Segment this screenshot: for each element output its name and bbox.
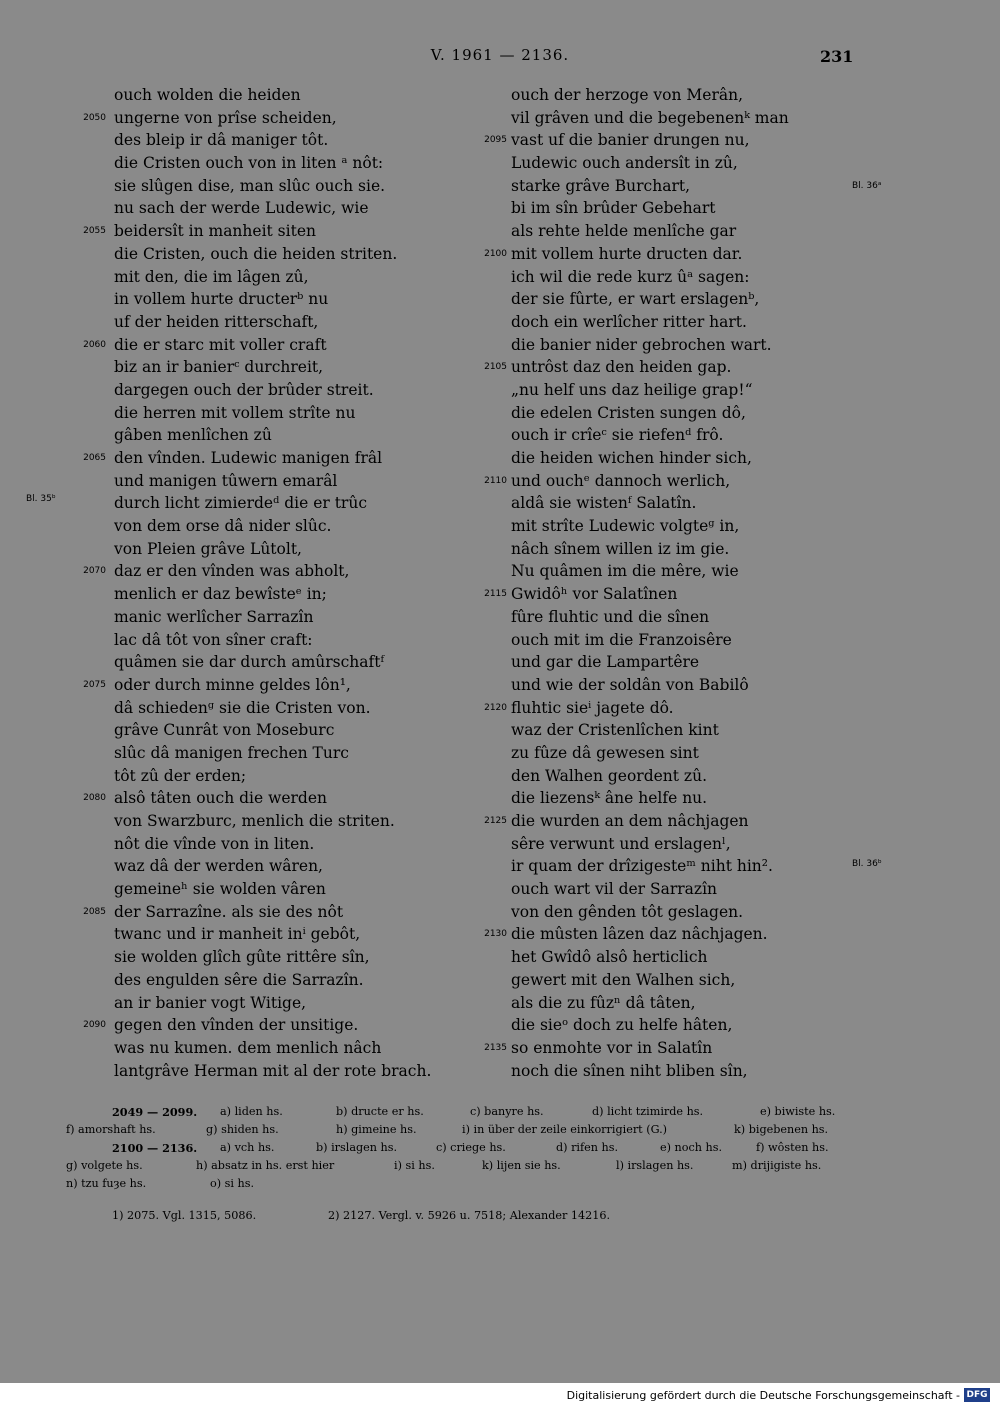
line-number: 2105 <box>484 362 507 373</box>
verse-text: ouch wart vil der Sarrazîn <box>511 880 718 899</box>
verse-text: fûre fluhtic und die sînen <box>511 607 710 626</box>
verse-line <box>475 356 895 379</box>
verse-line <box>475 334 895 357</box>
verse-text: ouch ir crîeᶜ sie riefenᵈ frô. <box>511 426 724 445</box>
verse-line <box>60 107 460 130</box>
verse-line <box>475 220 895 243</box>
verse-line <box>60 538 460 561</box>
verse-line <box>60 311 460 334</box>
verse-line <box>60 992 460 1015</box>
verse-line <box>475 470 895 493</box>
verse-line <box>60 220 460 243</box>
verse-text: gewert mit den Walhen sich, <box>511 970 736 989</box>
verse-line <box>60 470 460 493</box>
verse-line <box>475 583 895 606</box>
verse-line <box>60 560 460 583</box>
verse-line <box>475 878 895 901</box>
verse-line <box>475 402 895 425</box>
funding-notice: Digitalisierung gefördert durch die Deutsche Forschungsgemeinschaft - <box>566 1389 960 1402</box>
verse-text: aldâ sie wistenᶠ Salatîn. <box>511 494 697 513</box>
verse-line <box>475 152 895 175</box>
verse-line <box>475 855 895 878</box>
verse-line <box>60 606 460 629</box>
folio-note-right-2: Bl. 36ᵇ <box>852 859 882 869</box>
line-number: 2120 <box>484 702 507 713</box>
verse-text: uf der heiden ritterschaft, <box>114 312 319 331</box>
verse-line <box>475 560 895 583</box>
verse-text: tôt zû der erden; <box>114 766 247 785</box>
verse-text: gemeineʰ sie wolden vâren <box>114 880 326 899</box>
verse-line <box>60 84 460 107</box>
verse-text: an ir banier vogt Witige, <box>114 993 307 1012</box>
verse-text: von Swarzburc, menlich die striten. <box>114 812 395 830</box>
verse-line <box>60 424 460 447</box>
verse-line <box>60 288 460 311</box>
verse-text: alsô tâten ouch die werden <box>114 789 328 808</box>
verse-text: von dem orse dâ nider slûc. <box>114 517 332 536</box>
verse-line <box>60 356 460 379</box>
verse-text: die sieᵒ doch zu helfe hâten, <box>511 1016 733 1035</box>
verse-text: so enmohte vor in Salatîn <box>511 1038 713 1057</box>
verse-line <box>60 583 460 606</box>
verse-line <box>475 992 895 1015</box>
verse-text: gâben menlîchen zû <box>114 426 272 445</box>
verse-text: waz dâ der werden wâren, <box>114 857 323 876</box>
line-number: 2135 <box>484 1042 507 1053</box>
verse-text: zu fûze dâ gewesen sint <box>511 743 699 762</box>
apparatus-row: 2100 — 2136. a) vch hs. b) irslagen hs. c) criege hs. d) rifen hs. e) noch hs. f) wôsten hs. <box>112 1141 829 1155</box>
line-number: 2055 <box>83 226 106 237</box>
line-number: 2125 <box>484 816 507 826</box>
verse-line <box>60 175 460 198</box>
verse-text: lantgrâve Herman mit al der rote brach. <box>114 1061 432 1080</box>
verse-text: der sie fûrte, er wart erslagenᵇ, <box>511 290 760 309</box>
apparatus-row: g) volgete hs. h) absatz in hs. erst hier i) si hs. k) lijen sie hs. l) irslagen hs. m) drijigiste hs. <box>66 1159 822 1172</box>
verse-line <box>60 855 460 878</box>
verse-line <box>60 492 460 515</box>
verse-text: slûc dâ manigen frechen Turc <box>114 743 349 762</box>
verse-text: daz er den vînden was abholt, <box>114 562 350 581</box>
verse-text: sêre verwunt und erslagenˡ, <box>511 834 731 853</box>
verse-text: und wie der soldân von Babilô <box>511 675 749 694</box>
verse-text: vast uf die banier drungen nu, <box>511 131 750 150</box>
verse-text: ungerne von prîse scheiden, <box>114 108 337 127</box>
verse-line <box>475 243 895 266</box>
dfg-logo-icon: DFG <box>964 1388 990 1402</box>
line-number: 2090 <box>83 1020 106 1031</box>
verse-line <box>60 651 460 674</box>
verse-line <box>60 833 460 856</box>
line-number: 2085 <box>83 906 106 917</box>
apparatus-range: 2049 — 2099. <box>112 1105 198 1119</box>
verse-line <box>475 901 895 924</box>
footnote-2: 2) 2127. Vergl. v. 5926 u. 7518; Alexander 14216. <box>328 1209 611 1222</box>
verse-text: als rehte helde menlîche gar <box>511 222 737 241</box>
apparatus-row: n) tzu fuȝe hs. o) si hs. <box>66 1177 255 1190</box>
verse-line <box>475 629 895 652</box>
verse-line <box>60 878 460 901</box>
verse-line <box>475 810 895 833</box>
verse-text: Gwidôʰ vor Salatînen <box>511 585 678 604</box>
verse-line <box>475 107 895 130</box>
verse-text: die Cristen, ouch die heiden striten. <box>114 244 398 263</box>
verse-text: noch die sînen niht bliben sîn, <box>511 1061 748 1080</box>
verse-text: menlich er daz bewîsteᵉ in; <box>114 585 327 604</box>
verse-line <box>475 674 895 697</box>
verse-text: waz der Cristenlîchen kint <box>511 721 719 740</box>
line-number: 2070 <box>83 566 106 577</box>
verse-text: die mûsten lâzen daz nâchjagen. <box>511 925 768 944</box>
verse-line <box>475 719 895 742</box>
verse-text: dargegen ouch der brûder streit. <box>114 380 374 399</box>
folio-note-right-1: Bl. 36ᵃ <box>852 181 882 191</box>
verse-line <box>60 243 460 266</box>
verse-text: und manigen tûwern emarâl <box>114 471 338 490</box>
verse-text: als die zu fûzⁿ dâ tâten, <box>511 993 696 1012</box>
verse-line <box>60 787 460 810</box>
verse-line <box>60 402 460 425</box>
verse-line <box>60 674 460 697</box>
verse-line <box>60 810 460 833</box>
verse-text: ouch wolden die heiden <box>114 86 301 104</box>
verse-line <box>475 787 895 810</box>
verse-text: ich wil die rede kurz ûᵃ sagen: <box>511 267 750 286</box>
verse-text: den vînden. Ludewic manigen frâl <box>114 449 383 467</box>
verse-text: oder durch minne geldes lôn¹, <box>114 675 351 694</box>
verse-line <box>60 629 460 652</box>
verse-text: grâve Cunrât von Moseburc <box>114 721 335 740</box>
apparatus-row: 2049 — 2099. a) liden hs. b) dructe er hs. c) banyre hs. d) licht tzimirde hs. e) biwiste hs. <box>112 1105 836 1119</box>
verse-text: was nu kumen. dem menlich nâch <box>114 1038 382 1057</box>
verse-line <box>60 901 460 924</box>
verse-text: Ludewic ouch andersît in zû, <box>511 154 738 173</box>
verse-line <box>475 424 895 447</box>
verse-text: ir quam der drîzigesteᵐ niht hin². <box>511 857 773 876</box>
verse-line <box>475 492 895 515</box>
verse-line <box>60 923 460 946</box>
verse-line <box>60 334 460 357</box>
verse-text: „nu helf uns daz heilige grap!“ <box>511 380 753 399</box>
verse-text: der Sarrazîne. als sie des nôt <box>114 902 344 921</box>
verse-text: den Walhen geordent zû. <box>511 766 707 785</box>
verse-line <box>60 447 460 470</box>
verse-line <box>60 742 460 765</box>
line-number: 2075 <box>83 679 106 690</box>
verse-text: Nu quâmen im die mêre, wie <box>511 562 739 581</box>
verse-text: doch ein werlîcher ritter hart. <box>511 312 747 331</box>
verse-line <box>475 197 895 220</box>
verse-line <box>60 765 460 788</box>
verse-text: quâmen sie dar durch amûrschaftᶠ <box>114 653 384 672</box>
verse-range-title: V. 1961 — 2136. <box>430 46 570 64</box>
verse-text: die edelen Cristen sungen dô, <box>511 403 746 422</box>
apparatus-range: 2100 — 2136. <box>112 1141 198 1155</box>
folio-note-left: Bl. 35ᵇ <box>26 494 56 504</box>
verse-line <box>475 833 895 856</box>
verse-text: die liezensᵏ âne helfe nu. <box>511 789 708 808</box>
verse-text: manic werlîcher Sarrazîn <box>114 607 314 626</box>
verse-line <box>475 129 895 152</box>
verse-text: lac dâ tôt von sîner craft: <box>114 630 313 649</box>
verse-text: starke grâve Burchart, <box>511 176 691 195</box>
verse-line <box>60 1037 460 1060</box>
left-text-column <box>60 84 460 1082</box>
verse-line <box>60 266 460 289</box>
verse-text: von Pleien grâve Lûtolt, <box>114 539 302 558</box>
verse-line <box>475 515 895 538</box>
verse-text: beidersît in manheit siten <box>114 222 316 241</box>
verse-text: nu sach der werde Ludewic, wie <box>114 199 369 218</box>
verse-text: ouch mit im die Franzoisêre <box>511 630 732 649</box>
verse-text: sie wolden glîch gûte rittêre sîn, <box>114 948 370 967</box>
verse-text: die herren mit vollem strîte nu <box>114 403 356 422</box>
verse-line <box>60 1060 460 1083</box>
line-number: 2060 <box>83 339 106 350</box>
verse-line <box>475 765 895 788</box>
verse-line <box>475 266 895 289</box>
verse-text: biz an ir banierᶜ durchreit, <box>114 358 324 377</box>
verse-line <box>475 1037 895 1060</box>
verse-line <box>475 651 895 674</box>
verse-line <box>60 197 460 220</box>
verse-line <box>475 742 895 765</box>
verse-text: in vollem hurte dructerᵇ nu <box>114 290 329 309</box>
verse-line <box>475 311 895 334</box>
verse-text: die heiden wichen hinder sich, <box>511 449 752 467</box>
verse-line <box>60 379 460 402</box>
line-number: 2095 <box>484 135 507 146</box>
verse-line <box>475 969 895 992</box>
verse-text: gegen den vînden der unsitige. <box>114 1016 359 1035</box>
verse-line <box>475 946 895 969</box>
line-number: 2050 <box>83 112 106 123</box>
footnote-row <box>66 1207 866 1225</box>
verse-text: und gar die Lampartêre <box>511 653 700 672</box>
verse-text: die Cristen ouch von in liten ᵃ nôt: <box>114 154 384 173</box>
verse-line <box>60 515 460 538</box>
line-number: 2100 <box>484 248 507 259</box>
verse-text: mit den, die im lâgen zû, <box>114 267 309 286</box>
verse-line <box>475 1014 895 1037</box>
verse-line <box>475 1060 895 1083</box>
verse-text: die wurden an dem nâchjagen <box>511 812 749 830</box>
verse-line <box>60 719 460 742</box>
verse-line <box>475 379 895 402</box>
verse-text: ouch der herzoge von Merân, <box>511 86 744 104</box>
verse-line <box>60 697 460 720</box>
verse-line <box>475 538 895 561</box>
verse-line <box>475 288 895 311</box>
apparatus-row: f) amorshaft hs. g) shiden hs. h) gimeine hs. i) in über der zeile einkorrigiert (G.) k) bigebenen hs. <box>66 1123 829 1136</box>
verse-text: nôt die vînde von in liten. <box>114 834 315 853</box>
verse-line <box>60 1014 460 1037</box>
verse-text: mit strîte Ludewic volgteᵍ in, <box>511 517 740 536</box>
line-number: 2115 <box>484 589 507 600</box>
verse-text: die banier nider gebrochen wart. <box>511 335 772 354</box>
verse-text: sie slûgen dise, man slûc ouch sie. <box>114 176 386 195</box>
verse-text: durch licht zimierdeᵈ die er trûc <box>114 494 368 513</box>
verse-text: von den gênden tôt geslagen. <box>511 902 744 921</box>
verse-text: het Gwîdô alsô herticlich <box>511 948 708 967</box>
line-number: 2110 <box>484 475 507 486</box>
verse-text: die er starc mit voller craft <box>114 335 327 354</box>
verse-text: vil grâven und die begebenenᵏ man <box>511 108 789 127</box>
verse-line <box>60 946 460 969</box>
footnote-1: 1) 2075. Vgl. 1315, 5086. <box>112 1209 257 1222</box>
verse-line <box>475 175 895 198</box>
verse-text: nâch sînem willen iz im gie. <box>511 539 730 558</box>
verse-line <box>475 84 895 107</box>
verse-line <box>60 969 460 992</box>
verse-text: dâ schiedenᵍ sie die Cristen von. <box>114 698 371 717</box>
verse-text: mit vollem hurte dructen dar. <box>511 244 743 263</box>
verse-text: twanc und ir manheit inⁱ gebôt, <box>114 925 361 944</box>
verse-line <box>475 697 895 720</box>
verse-line <box>475 923 895 946</box>
verse-text: untrôst daz den heiden gap. <box>511 358 732 377</box>
verse-text: des engulden sêre die Sarrazîn. <box>114 970 364 989</box>
line-number: 2130 <box>484 929 507 940</box>
verse-line <box>475 447 895 470</box>
page-number: 231 <box>820 47 854 66</box>
verse-text: und ouchᵉ dannoch werlich, <box>511 471 731 490</box>
digitization-footer <box>0 1383 1000 1409</box>
critical-apparatus <box>66 1103 866 1225</box>
verse-line <box>60 129 460 152</box>
line-number: 2065 <box>83 453 106 463</box>
verse-text: bi im sîn brûder Gebehart <box>511 199 716 218</box>
verse-text: fluhtic sieⁱ jagete dô. <box>511 698 674 717</box>
verse-text: des bleip ir dâ maniger tôt. <box>114 131 329 150</box>
right-text-column <box>475 84 895 1082</box>
verse-line <box>475 606 895 629</box>
verse-line <box>60 152 460 175</box>
line-number: 2080 <box>83 793 106 804</box>
